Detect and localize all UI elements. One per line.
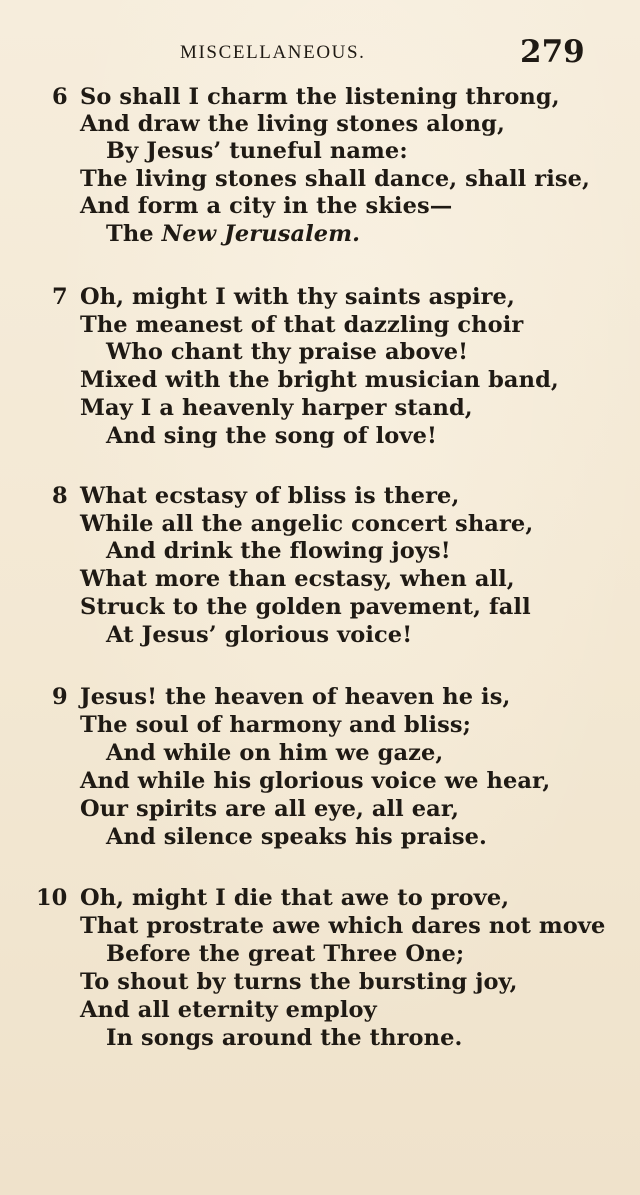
verse-line: Oh, might I with thy saints aspire, [80,284,515,310]
verse-line: By Jesus’ tuneful name: [106,138,408,164]
page-number: 279 [520,34,585,70]
stanza-number: 7 [52,284,68,310]
stanza-number: 9 [52,684,68,710]
verse-line: And while his glorious voice we hear, [80,768,551,794]
verse-line: What more than ecstasy, when all, [80,566,515,592]
verse-line: Our spirits are all eye, all ear, [80,796,460,822]
verse-line: And sing the song of love! [106,423,437,449]
verse-line: And all eternity employ [80,997,377,1023]
verse-line: The soul of harmony and bliss; [80,712,472,738]
verse-line: While all the angelic concert share, [80,511,534,537]
verse-line: Before the great Three One; [106,941,465,967]
stanza-number: 6 [52,84,68,110]
verse-line: And form a city in the skies— [80,193,453,219]
stanza-number: 8 [52,483,68,509]
stanza-number: 10 [36,885,68,911]
verse-line: At Jesus’ glorious voice! [106,622,413,648]
verse-line: What ecstasy of bliss is there, [80,483,460,509]
verse-line: In songs around the throne. [106,1025,463,1051]
verse-line: And draw the living stones along, [80,111,505,137]
verse-line: And drink the flowing joys! [106,538,451,564]
running-head: MISCELLANEOUS. [180,42,366,63]
verse-line: And while on him we gaze, [106,740,444,766]
verse-line-prefix: The [106,221,162,247]
verse-line: Jesus! the heaven of heaven he is, [80,684,511,710]
verse-line: To shout by turns the bursting joy, [80,969,518,995]
verse-line: And silence speaks his praise. [106,824,487,850]
verse-line: Struck to the golden pavement, fall [80,594,531,620]
verse-line [106,221,360,248]
verse-line: That prostrate awe which dares not move [80,913,606,939]
italic-phrase: New Jerusalem. [161,221,361,247]
verse-line: Mixed with the bright musician band, [80,367,559,393]
verse-line: The meanest of that dazzling choir [80,312,524,338]
verse-line: The living stones shall dance, shall rise, [80,166,590,192]
page-header [0,34,640,74]
verse-line: May I a heavenly harper stand, [80,395,473,421]
verse-line: Who chant thy praise above! [106,339,469,365]
verse-line: So shall I charm the listening throng, [80,84,560,110]
verse-line: Oh, might I die that awe to prove, [80,885,510,911]
